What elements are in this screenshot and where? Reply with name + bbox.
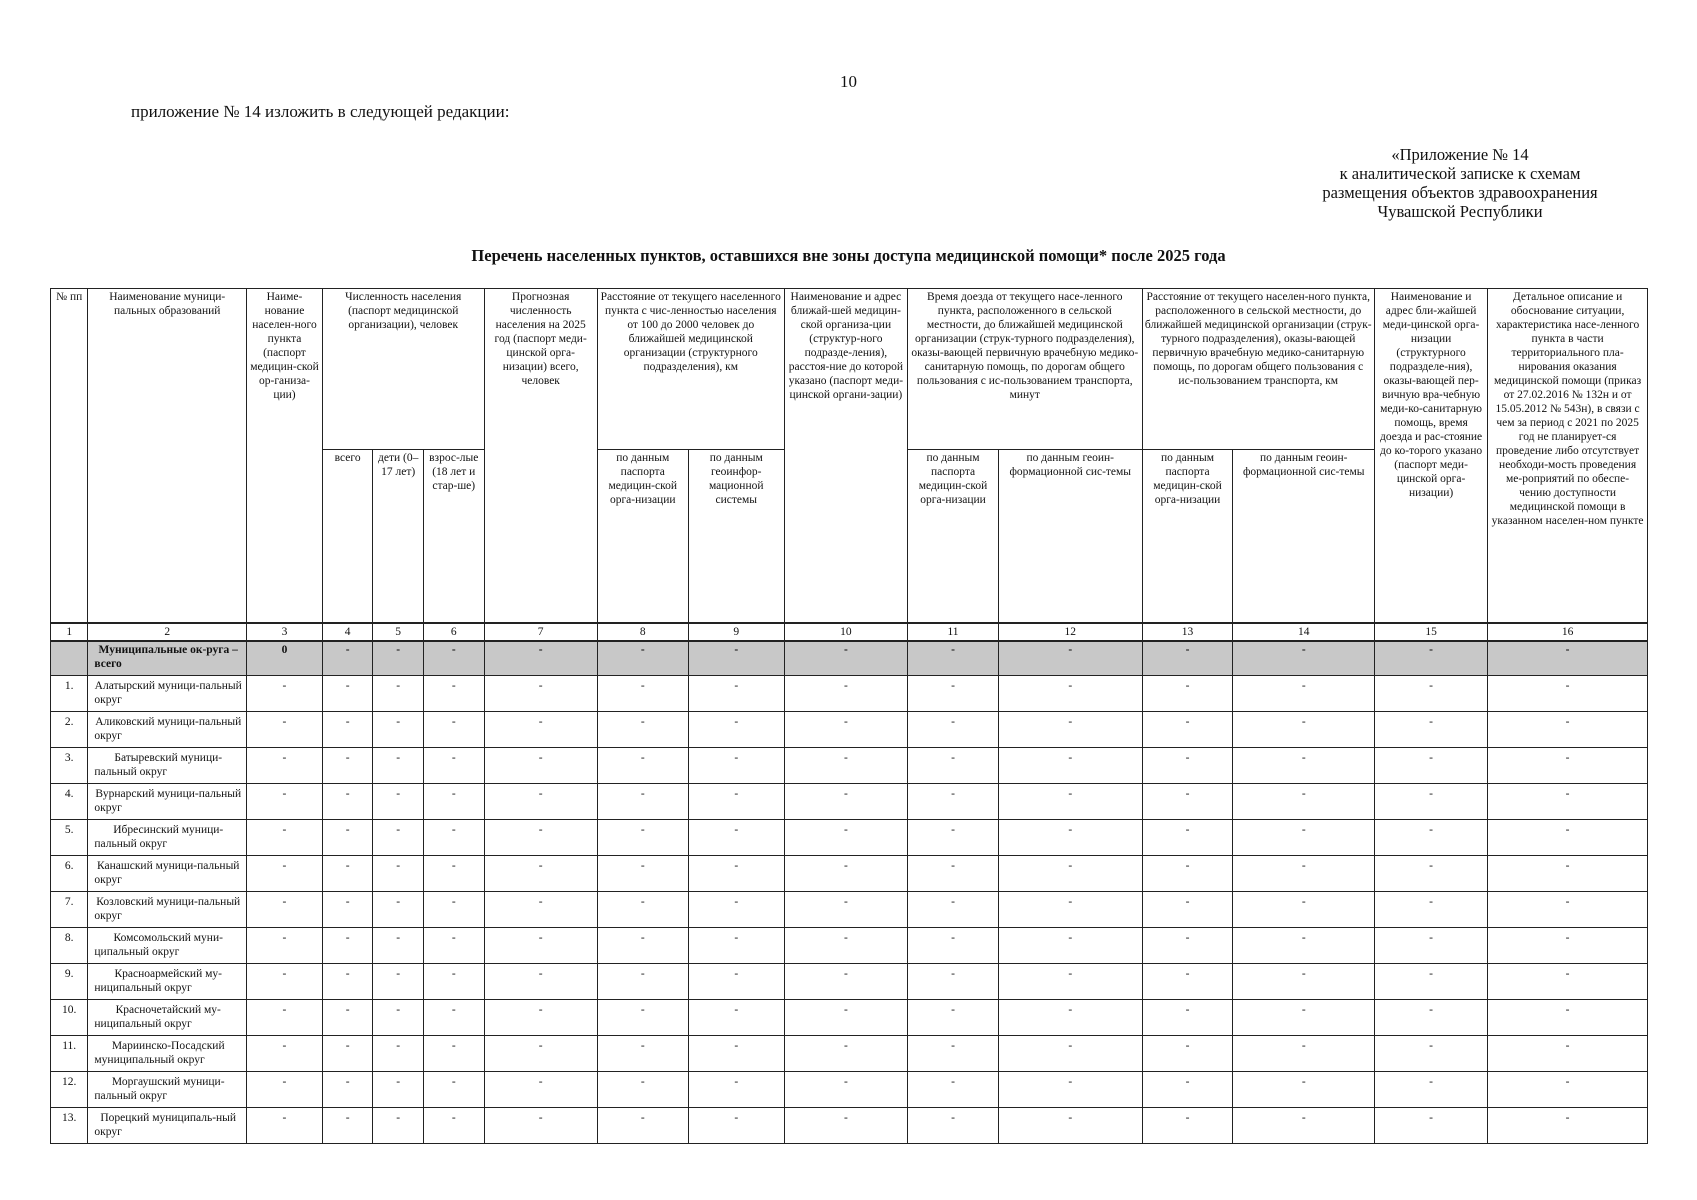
table-cell: - (999, 784, 1143, 820)
table-cell: - (1142, 856, 1233, 892)
table-row (51, 856, 1648, 892)
column-number: 3 (247, 623, 323, 641)
table-cell: - (247, 892, 323, 928)
table-cell: - (423, 1000, 484, 1036)
table-cell: - (484, 784, 597, 820)
table-cell: - (688, 676, 784, 712)
table-cell: - (597, 748, 688, 784)
table-cell: - (999, 928, 1143, 964)
header-col-11: по данным паспорта медицин-ской орга-низации (908, 450, 999, 624)
table-cell: - (908, 928, 999, 964)
table-cell: - (1233, 892, 1375, 928)
table-cell: - (373, 712, 424, 748)
table-cell: - (423, 1036, 484, 1072)
header-col-3: Наиме-нование населен-ного пункта (паспорт медицин-ской ор-ганиза-ции) (247, 289, 323, 624)
table-cell: - (373, 784, 424, 820)
column-number: 13 (1142, 623, 1233, 641)
header-col-8: по данным паспорта медицин-ской орга-низации (597, 450, 688, 624)
column-number: 11 (908, 623, 999, 641)
municipality-name: Козловский муници-пальный округ (88, 892, 247, 928)
table-cell: - (1142, 964, 1233, 1000)
table-cell: - (247, 820, 323, 856)
municipality-name: Ибресинский муници-пальный округ (88, 820, 247, 856)
municipality-name: Комсомольский муни-ципальный округ (88, 928, 247, 964)
table-row (51, 784, 1648, 820)
table-cell: - (999, 1036, 1143, 1072)
table-cell: - (484, 892, 597, 928)
table-cell: - (1374, 712, 1487, 748)
table-cell: - (908, 820, 999, 856)
table-row (51, 712, 1648, 748)
column-number: 16 (1488, 623, 1648, 641)
table-cell: - (784, 892, 907, 928)
column-number: 10 (784, 623, 907, 641)
table-cell: - (999, 748, 1143, 784)
table-cell: - (423, 964, 484, 1000)
total-cell: - (423, 641, 484, 676)
header-row-1 (51, 289, 1648, 450)
total-cell: 0 (247, 641, 323, 676)
header-group-population: Численность населения (паспорт медицинской организации), человек (322, 289, 484, 450)
table-cell: - (1233, 676, 1375, 712)
column-number: 1 (51, 623, 88, 641)
header-col-6: взрос-лые (18 лет и стар-ше) (423, 450, 484, 624)
column-number: 5 (373, 623, 424, 641)
header-col-16: Детальное описание и обоснование ситуации, характеристика насе-ленного пункта в части территориального пла-нирования оказания медицинской помощи (приказ от 27.02.2016 № 132н и от 15.05.2012 № 543н), в связи с чем за период с 2021 по 2025 год не планирует-ся проведение либо отсутствует необходи-мость проведения ме-роприятий по обеспе-чению доступности медицинской помощи в указанном населен-ном пункте (1488, 289, 1648, 624)
table-cell: - (373, 748, 424, 784)
table-cell: - (597, 928, 688, 964)
table-cell: - (908, 1072, 999, 1108)
municipality-name: Мариинско-Посадский муниципальный округ (88, 1036, 247, 1072)
table-cell: - (322, 856, 373, 892)
table-cell: - (373, 1000, 424, 1036)
table-cell: - (1142, 748, 1233, 784)
table-cell: - (1488, 1000, 1648, 1036)
column-number: 12 (999, 623, 1143, 641)
table-cell: - (1233, 1072, 1375, 1108)
table-cell: - (1488, 892, 1648, 928)
table-cell: - (1374, 784, 1487, 820)
table-cell: - (597, 1108, 688, 1144)
table-cell: - (1488, 748, 1648, 784)
table-cell: - (1142, 892, 1233, 928)
municipality-name: Аликовский муници-пальный округ (88, 712, 247, 748)
table-cell: - (1488, 856, 1648, 892)
table-cell: - (1142, 784, 1233, 820)
table-cell: - (1488, 1036, 1648, 1072)
table-cell: - (999, 1000, 1143, 1036)
table-cell: - (688, 748, 784, 784)
table-cell: - (688, 784, 784, 820)
table-cell: - (247, 712, 323, 748)
table-cell: - (1142, 676, 1233, 712)
table-cell: - (784, 820, 907, 856)
table-cell: - (247, 1036, 323, 1072)
table-cell: - (423, 928, 484, 964)
table-cell: - (908, 748, 999, 784)
table-cell: - (1374, 1036, 1487, 1072)
header-col-2: Наименование муници-пальных образований (88, 289, 247, 624)
table-cell: - (908, 892, 999, 928)
table-cell: - (1233, 928, 1375, 964)
table-row (51, 1072, 1648, 1108)
table-cell: - (1142, 1108, 1233, 1144)
document-title: Перечень населенных пунктов, оставшихся вне зоны доступа медицинской помощи* после 2025 года (471, 246, 1226, 265)
table-cell: - (597, 712, 688, 748)
table-cell: - (1142, 1036, 1233, 1072)
table-cell: - (423, 676, 484, 712)
table-cell: - (688, 820, 784, 856)
table-cell: - (784, 784, 907, 820)
table-cell: - (999, 856, 1143, 892)
table-cell: - (597, 856, 688, 892)
table-cell: - (1374, 964, 1487, 1000)
table-cell: - (484, 712, 597, 748)
table-cell: - (688, 892, 784, 928)
table-cell: - (484, 1108, 597, 1144)
header-col-14: по данным геоин-формационной сис-темы (1233, 450, 1375, 624)
header-col-10: Наименование и адрес ближай-шей медицин-ской организа-ции (структур-ного подразде-ления), расстоя-ние до которой указано (паспорт меди-цинской органи-зации) (784, 289, 907, 624)
municipality-name: Красночетайский му-ниципальный округ (88, 1000, 247, 1036)
total-cell: - (373, 641, 424, 676)
table-cell: - (247, 964, 323, 1000)
total-cell: - (1233, 641, 1375, 676)
settlements-table (50, 288, 1648, 1144)
column-number: 8 (597, 623, 688, 641)
table-cell: - (784, 748, 907, 784)
appendix-line-1: «Приложение № 14 (1391, 145, 1529, 164)
table-row (51, 964, 1648, 1000)
table-cell: - (322, 964, 373, 1000)
table-cell: - (322, 928, 373, 964)
table-row (51, 1000, 1648, 1036)
table-cell: - (484, 748, 597, 784)
row-index: 8. (51, 928, 88, 964)
table-cell: - (1233, 820, 1375, 856)
table-cell: - (373, 856, 424, 892)
table-cell: - (1233, 1000, 1375, 1036)
header-col-15: Наименование и адрес бли-жайшей меди-цинской орга-низации (структурного подразделе-ния), оказы-вающей пер-вичную вра-чебную меди-ко-санитарную помощь, время доезда и рас-стояние до ко-торого указано (паспорт меди-цинской орга-низации) (1374, 289, 1487, 624)
column-number: 9 (688, 623, 784, 641)
table-cell: - (373, 676, 424, 712)
table-row (51, 1036, 1648, 1072)
header-col-1: № пп (51, 289, 88, 624)
table-cell: - (322, 784, 373, 820)
table-cell: - (597, 1072, 688, 1108)
total-cell: - (908, 641, 999, 676)
table-cell: - (322, 676, 373, 712)
table-cell: - (1374, 1072, 1487, 1108)
table-cell: - (484, 856, 597, 892)
total-cell: - (999, 641, 1143, 676)
table-cell: - (597, 892, 688, 928)
municipality-name: Алатырский муници-пальный округ (88, 676, 247, 712)
row-index: 10. (51, 1000, 88, 1036)
table-cell: - (688, 1108, 784, 1144)
table-cell: - (688, 856, 784, 892)
table-cell: - (908, 1000, 999, 1036)
row-index: 3. (51, 748, 88, 784)
table-cell: - (784, 712, 907, 748)
header-col-5: дети (0–17 лет) (373, 450, 424, 624)
table-cell: - (322, 1036, 373, 1072)
table-cell: - (247, 928, 323, 964)
municipality-name: Канашский муници-пальный округ (88, 856, 247, 892)
table-row (51, 820, 1648, 856)
row-index: 11. (51, 1036, 88, 1072)
table-cell: - (373, 820, 424, 856)
table-cell: - (784, 1036, 907, 1072)
table-cell: - (1374, 820, 1487, 856)
municipality-name: Вурнарский муници-пальный округ (88, 784, 247, 820)
table-cell: - (908, 856, 999, 892)
table-cell: - (1233, 964, 1375, 1000)
table-cell: - (1233, 712, 1375, 748)
table-cell: - (247, 1108, 323, 1144)
table-cell: - (322, 1108, 373, 1144)
table-cell: - (908, 784, 999, 820)
table-cell: - (322, 712, 373, 748)
table-cell: - (1374, 1000, 1487, 1036)
row-index: 13. (51, 1108, 88, 1144)
table-cell: - (784, 1072, 907, 1108)
table-cell: - (1374, 748, 1487, 784)
table-cell: - (688, 1000, 784, 1036)
table-cell: - (1488, 964, 1648, 1000)
table-cell: - (999, 712, 1143, 748)
table-cell: - (423, 748, 484, 784)
table-cell: - (484, 1036, 597, 1072)
header-col-12: по данным геоин-формационной сис-темы (999, 450, 1143, 624)
table-cell: - (484, 928, 597, 964)
table-cell: - (423, 892, 484, 928)
table-cell: - (423, 1072, 484, 1108)
table-cell: - (999, 1108, 1143, 1144)
table-cell: - (1374, 1108, 1487, 1144)
municipality-name: Моргаушский муници-пальный округ (88, 1072, 247, 1108)
table-row (51, 676, 1648, 712)
table-cell: - (484, 1000, 597, 1036)
header-col-4: всего (322, 450, 373, 624)
table-cell: - (784, 928, 907, 964)
table-cell: - (322, 820, 373, 856)
row-index: 12. (51, 1072, 88, 1108)
header-col-13: по данным паспорта медицин-ской орга-низации (1142, 450, 1233, 624)
table-cell: - (1142, 820, 1233, 856)
table-cell: - (373, 1036, 424, 1072)
table-cell: - (1233, 856, 1375, 892)
table-cell: - (784, 676, 907, 712)
table-cell: - (999, 1072, 1143, 1108)
table-cell: - (322, 892, 373, 928)
total-cell: - (784, 641, 907, 676)
header-group-travel-time: Время доезда от текущего насе-ленного пункта, расположенного в сельской местности, до ближайшей медицинской организации (струк-турного подразделения), оказы-вающей первичную врачебную медико-санитарную помощь, по дорогам общего пользования с ис-пользованием транспорта, минут (908, 289, 1142, 450)
table-cell: - (1488, 784, 1648, 820)
row-index: 6. (51, 856, 88, 892)
appendix-line-2: к аналитической записке к схемам (1339, 164, 1581, 183)
header-col-7: Прогнозная численность населения на 2025 год (паспорт меди-цинской орга-низации) всего, человек (484, 289, 597, 624)
row-index: 5. (51, 820, 88, 856)
table-cell: - (1233, 1036, 1375, 1072)
table-cell: - (247, 1072, 323, 1108)
table-cell: - (908, 1036, 999, 1072)
table-cell: - (688, 712, 784, 748)
table-cell: - (784, 856, 907, 892)
table-cell: - (373, 928, 424, 964)
table-cell: - (908, 712, 999, 748)
table-cell: - (484, 820, 597, 856)
table-cell: - (1488, 676, 1648, 712)
table-cell: - (1142, 712, 1233, 748)
municipality-name: Батыревский муници-пальный округ (88, 748, 247, 784)
table-cell: - (1488, 928, 1648, 964)
appendix-header (1290, 145, 1630, 221)
column-number: 15 (1374, 623, 1487, 641)
table-cell: - (908, 676, 999, 712)
table-cell: - (908, 1108, 999, 1144)
table-cell: - (322, 1072, 373, 1108)
appendix-line-3: размещения объектов здравоохранения (1322, 183, 1598, 202)
table-cell: - (373, 892, 424, 928)
municipality-name: Красноармейский му-ниципальный округ (88, 964, 247, 1000)
column-number-row (51, 623, 1648, 641)
table-cell: - (688, 1072, 784, 1108)
table-cell: - (247, 1000, 323, 1036)
table-cell: - (999, 820, 1143, 856)
table-cell: - (688, 964, 784, 1000)
table-cell: - (1488, 1108, 1648, 1144)
table-row (51, 928, 1648, 964)
table-row (51, 1108, 1648, 1144)
table-cell: - (597, 676, 688, 712)
table-cell: - (784, 964, 907, 1000)
total-cell: - (1374, 641, 1487, 676)
table-cell: - (423, 1108, 484, 1144)
table-row (51, 892, 1648, 928)
table-cell: - (908, 964, 999, 1000)
table-cell: - (373, 1072, 424, 1108)
table-cell: - (999, 676, 1143, 712)
table-cell: - (423, 820, 484, 856)
table-cell: - (999, 964, 1143, 1000)
row-index: 2. (51, 712, 88, 748)
municipality-name: Порецкий муниципаль-ный округ (88, 1108, 247, 1144)
table-cell: - (597, 964, 688, 1000)
total-label: Муниципальные ок-руга – всего (88, 641, 247, 676)
table-cell: - (1142, 1072, 1233, 1108)
page-number: 10 (840, 72, 857, 91)
table-cell: - (597, 784, 688, 820)
table-cell: - (1488, 820, 1648, 856)
table-cell: - (784, 1000, 907, 1036)
table-cell: - (484, 1072, 597, 1108)
row-index: 7. (51, 892, 88, 928)
table-cell: - (247, 856, 323, 892)
table-cell: - (1142, 1000, 1233, 1036)
table-cell: - (597, 820, 688, 856)
table-cell: - (1233, 1108, 1375, 1144)
table-cell: - (373, 1108, 424, 1144)
table-cell: - (784, 1108, 907, 1144)
table-row (51, 748, 1648, 784)
table-cell: - (1488, 1072, 1648, 1108)
appendix-line-4: Чувашской Республики (1377, 202, 1543, 221)
column-number: 14 (1233, 623, 1375, 641)
table-cell: - (1374, 928, 1487, 964)
table-cell: - (688, 928, 784, 964)
table-cell: - (373, 964, 424, 1000)
table-cell: - (597, 1036, 688, 1072)
table-cell: - (1142, 928, 1233, 964)
total-index (51, 641, 88, 676)
row-index: 9. (51, 964, 88, 1000)
table-body (51, 641, 1648, 1144)
table-cell: - (423, 712, 484, 748)
row-index: 4. (51, 784, 88, 820)
table-cell: - (247, 748, 323, 784)
table-cell: - (247, 784, 323, 820)
table-cell: - (484, 964, 597, 1000)
table-cell: - (1374, 676, 1487, 712)
column-number: 4 (322, 623, 373, 641)
total-cell: - (1488, 641, 1648, 676)
table-cell: - (423, 784, 484, 820)
table-cell: - (1488, 712, 1648, 748)
table-cell: - (247, 676, 323, 712)
row-index: 1. (51, 676, 88, 712)
table-cell: - (1233, 784, 1375, 820)
table-cell: - (999, 892, 1143, 928)
total-cell: - (484, 641, 597, 676)
intro-text: приложение № 14 изложить в следующей редакции: (131, 102, 510, 121)
table-cell: - (688, 1036, 784, 1072)
total-row (51, 641, 1648, 676)
total-cell: - (322, 641, 373, 676)
header-group-distance-2000: Расстояние от текущего населенного пункта с чис-ленностью населения от 100 до 2000 человек до ближайшей медицинской организации (структурного подразделения), км (597, 289, 784, 450)
table-cell: - (597, 1000, 688, 1036)
header-group-distance-km: Расстояние от текущего населен-ного пункта, расположенного в сельской местности, до ближайшей медицинской организации (струк-турного подразделения), оказы-вающей первичную врачебную медико-санитарную помощь, по дорогам общего пользования с ис-пользованием транспорта, км (1142, 289, 1374, 450)
column-number: 2 (88, 623, 247, 641)
table-cell: - (322, 1000, 373, 1036)
table-cell: - (1374, 892, 1487, 928)
column-number: 6 (423, 623, 484, 641)
header-col-9: по данным геоинфор-мационной системы (688, 450, 784, 624)
total-cell: - (688, 641, 784, 676)
total-cell: - (597, 641, 688, 676)
total-cell: - (1142, 641, 1233, 676)
table-cell: - (1374, 856, 1487, 892)
table-cell: - (484, 676, 597, 712)
table-cell: - (1233, 748, 1375, 784)
table-cell: - (322, 748, 373, 784)
column-number: 7 (484, 623, 597, 641)
table-cell: - (423, 856, 484, 892)
